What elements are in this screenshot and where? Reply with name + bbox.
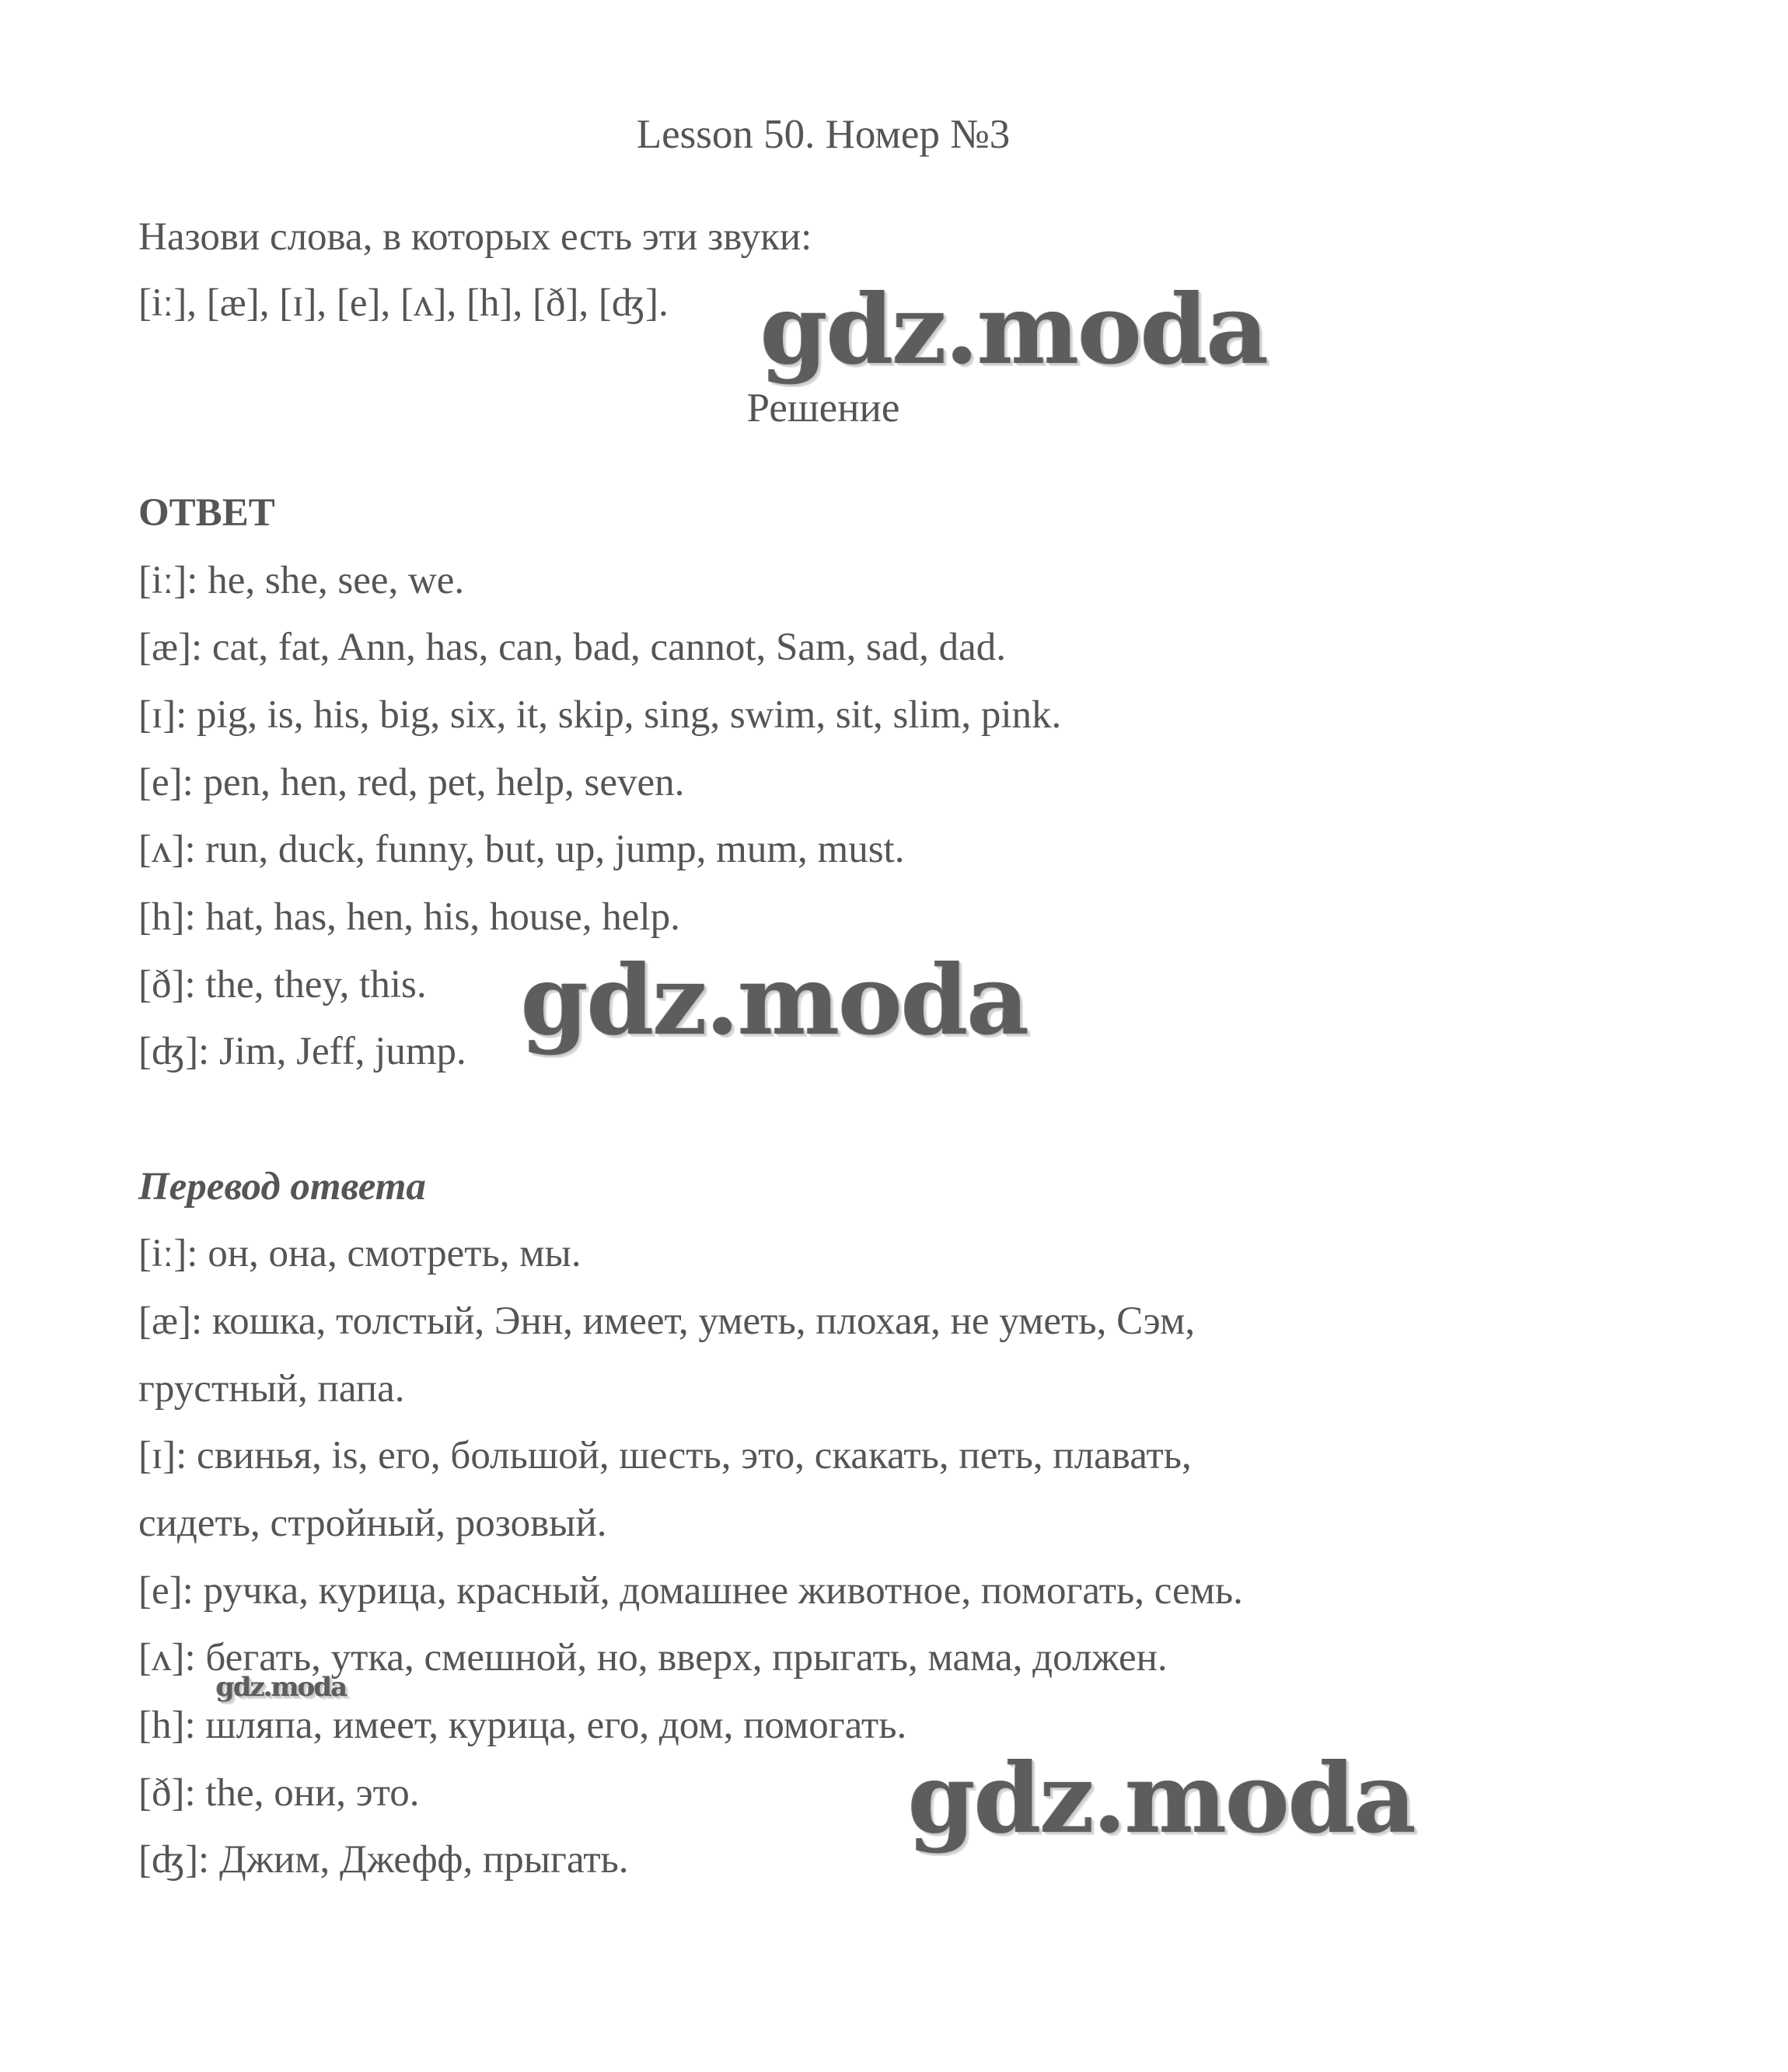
answer-line: [h]: hat, has, hen, his, house, help. [138,895,680,939]
answer-line: [iː]: he, she, see, we. [138,559,465,602]
answer-line: [ʤ]: Jim, Jeff, jump. [138,1030,466,1073]
translation-line: сидеть, стройный, розовый. [138,1502,607,1545]
watermark-logo: gdz.moda [760,274,1267,386]
task-text: Назови слова, в которых есть эти звуки: [138,215,812,259]
translation-line: [ɪ]: свинья, is, его, большой, шесть, это, скакать, петь, плавать, [138,1434,1192,1477]
translation-heading: Перевод ответа [138,1165,426,1209]
watermark-logo: gdz.moda [216,1672,347,1703]
answer-line: [ʌ]: run, duck, funny, but, up, jump, mum, must. [138,828,905,871]
translation-line: [e]: ручка, курица, красный, домашнее животное, помогать, семь. [138,1569,1243,1613]
translation-line: [ð]: the, они, это. [138,1771,420,1815]
translation-line: [ʤ]: Джим, Джефф, прыгать. [138,1838,629,1882]
watermark-logo: gdz.moda [908,1742,1415,1855]
translation-line: [iː]: он, она, смотреть, мы. [138,1232,581,1275]
watermark-logo: gdz.moda [521,944,1028,1057]
task-sounds: [iː], [æ], [ɪ], [e], [ʌ], [h], [ð], [ʤ]. [138,281,669,325]
answer-line: [e]: pen, hen, red, pet, help, seven. [138,761,685,804]
translation-line: [ʌ]: бегать, утка, смешной, но, вверх, прыгать, мама, должен. [138,1636,1168,1680]
answer-line: [ɪ]: pig, is, his, big, six, it, skip, sing, swim, sit, slim, pink. [138,693,1062,737]
solution-label: Решение [746,385,900,431]
answer-line: [æ]: cat, fat, Ann, has, can, bad, cannot, Sam, sad, dad. [138,626,1007,669]
answer-heading: ОТВЕТ [138,491,275,535]
translation-line: [æ]: кошка, толстый, Энн, имеет, уметь, плохая, не уметь, Сэм, [138,1299,1196,1343]
translation-line: грустный, папа. [138,1367,405,1411]
page-title: Lesson 50. Номер №3 [636,112,1011,157]
translation-line: [h]: шляпа, имеет, курица, его, дом, помогать. [138,1704,907,1747]
answer-line: [ð]: the, they, this. [138,963,427,1006]
